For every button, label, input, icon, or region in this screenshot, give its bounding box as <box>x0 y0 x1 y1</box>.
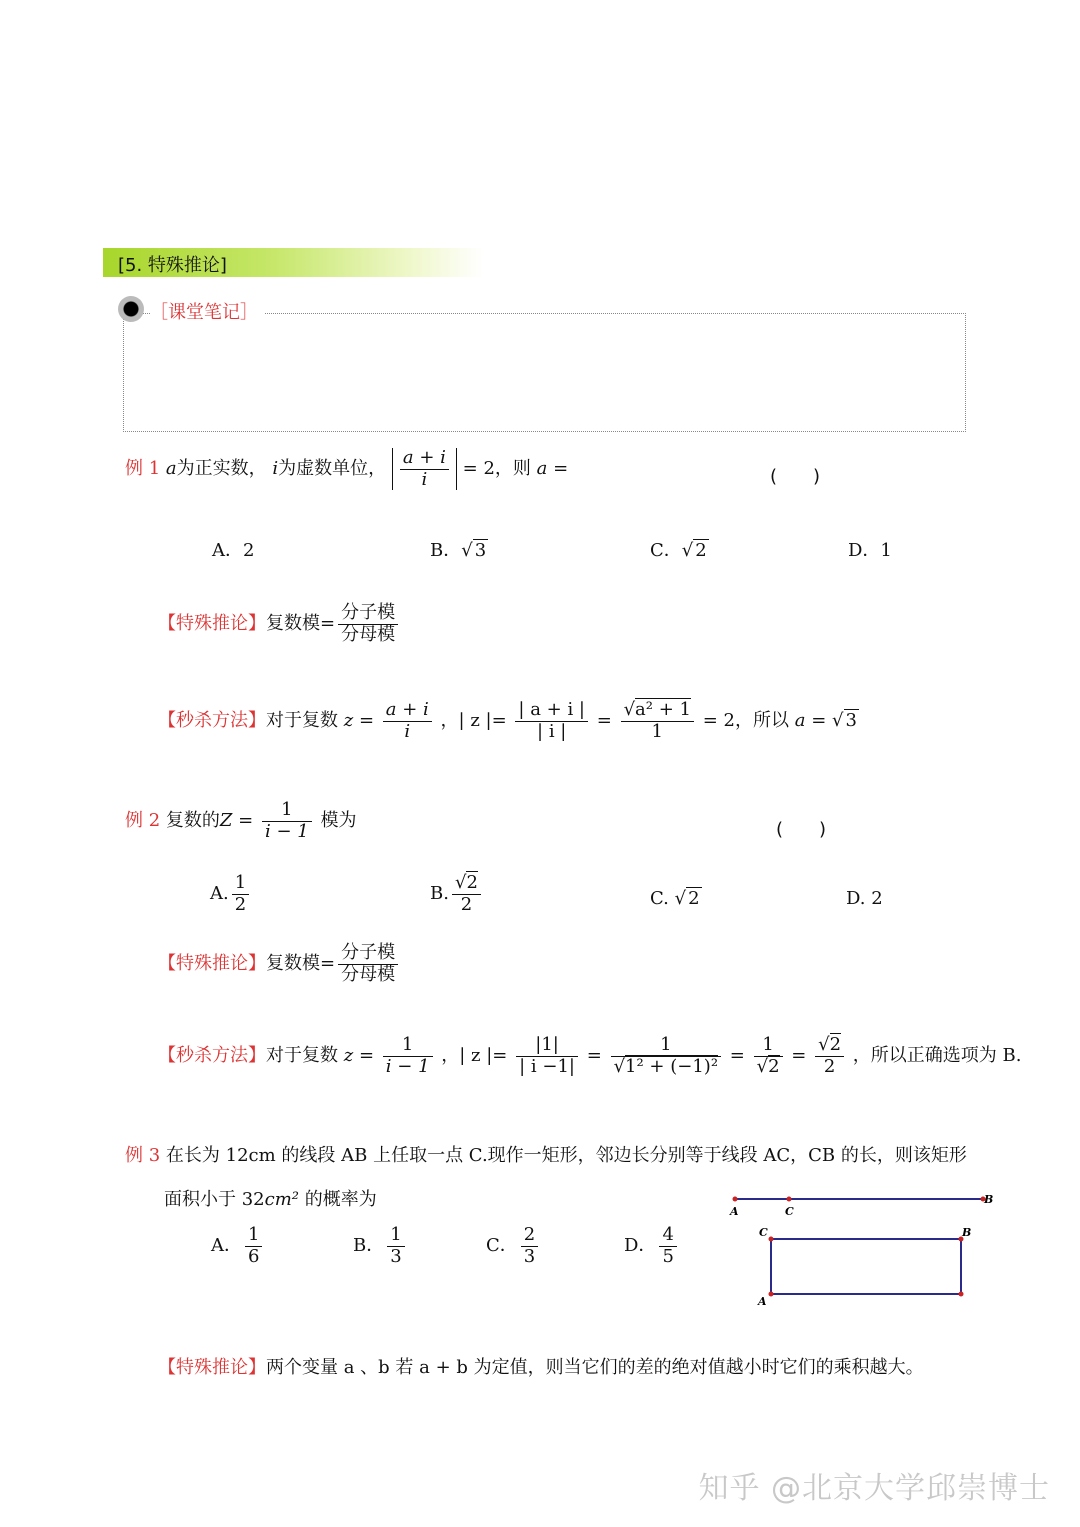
ex3-option-d-frac <box>659 1225 676 1267</box>
ex2-trick-frac5 <box>815 1035 844 1077</box>
ex2-trick-end: ，所以正确选项为 B. <box>852 1045 1022 1067</box>
ex1-trick-a: a <box>794 710 806 732</box>
label-c1: C <box>785 1205 794 1218</box>
ex3-option-c-num: 2 <box>521 1225 538 1247</box>
ex1-frac-num: a + i <box>400 448 449 470</box>
label-b1: B <box>984 1193 994 1206</box>
ex3-option-d <box>624 1225 680 1267</box>
ex1-eq2: = <box>553 458 569 480</box>
ex1-tip <box>158 603 401 645</box>
ex2-trick-den3-wrap: √1² + (−1)² <box>613 1055 719 1077</box>
ex1-text2: 为虚数单位， <box>278 458 387 480</box>
ex3-option-c-den: 3 <box>523 1245 536 1267</box>
notes-box <box>123 313 966 432</box>
ex2-trick-num2: |1| <box>516 1035 578 1057</box>
ex3-tip-text: 两个变量 a 、b 若 a + b 为定值，则当它们的差的绝对值越小时它们的乘积越大。 <box>266 1357 924 1378</box>
section-title: [5. 特殊推论] <box>118 255 227 276</box>
ex1-option-c-label: C． <box>650 540 682 561</box>
ex1-trick-num2: | a + i | <box>515 700 588 722</box>
ex1-question <box>125 448 568 490</box>
ex3-figure <box>720 1185 1010 1315</box>
ex2-trick-den4: 2 <box>768 1055 780 1077</box>
ex2-trick-eq: = <box>358 1045 375 1067</box>
ex3-question-line1 <box>125 1141 967 1167</box>
ex1-option-d: D．1 <box>848 540 892 561</box>
ex1-trick <box>158 700 859 742</box>
ex3-option-b-den: 3 <box>390 1245 402 1267</box>
point-a1 <box>733 1197 738 1202</box>
ex1-label: 例 1 <box>125 458 161 480</box>
ex2-trick-text: 对于复数 <box>266 1045 338 1067</box>
ex1-trick-eq2: = <box>596 710 612 732</box>
watermark: 知乎 @北京大学邱崇博士 <box>698 1471 1050 1506</box>
ex2-option-c-label: C. <box>650 888 669 909</box>
ex2-option-c-sqrt: √ 2 <box>674 888 700 909</box>
ex1-frac-den: i <box>421 468 428 490</box>
ex2-trick <box>158 1035 1021 1077</box>
ex2-trick-z: z <box>343 1045 354 1067</box>
ex2-option-b-num: 2 <box>466 872 478 893</box>
ex3-text2a: 面积小于 32 <box>164 1189 265 1210</box>
ex2-trick-eq2: = <box>586 1045 602 1067</box>
ex2-trick-den2: | i −1| <box>519 1055 575 1077</box>
ex2-trick-num5: 2 <box>829 1034 842 1055</box>
ex2-tip-frac <box>338 943 398 985</box>
ex2-option-b-num-wrap: √2 <box>452 873 481 895</box>
ex1-trick-den1: i <box>404 720 411 742</box>
ex2-trick-den4-wrap: √2 <box>756 1055 780 1077</box>
label-b2: B <box>962 1226 972 1239</box>
ex1-answer-paren: ( ) <box>770 466 821 487</box>
ex2-tip <box>158 943 401 985</box>
ex2-trick-frac4 <box>754 1035 783 1077</box>
ex1-trick-eq: = <box>358 710 375 732</box>
ex2-trick-den3: 1² + (−1)² <box>625 1055 719 1077</box>
ex2-trick-frac1 <box>383 1035 433 1077</box>
ex2-trick-num3: 1 <box>611 1035 721 1057</box>
ex1-option-c-rad: 2 <box>695 540 707 561</box>
ex2-tip-den: 分母模 <box>341 963 396 985</box>
ex1-tip-num: 分子模 <box>338 603 398 625</box>
ex2-option-a-frac <box>232 873 249 915</box>
ex2-tip-text: 复数模= <box>266 953 336 975</box>
label-a2: A <box>758 1295 767 1308</box>
ex2-text2: 模为 <box>320 810 357 832</box>
ex2-trick-num1: 1 <box>383 1035 433 1057</box>
ex3-option-a-den: 6 <box>248 1245 260 1267</box>
ex2-option-b-label: B. <box>430 883 449 905</box>
ex3-option-c <box>486 1225 541 1267</box>
ex3-option-c-frac <box>521 1225 538 1267</box>
ex1-option-a: A．2 <box>212 540 255 561</box>
ex1-trick-den3: 1 <box>651 720 663 742</box>
ex1-tip-label: 【特殊推论】 <box>158 613 266 635</box>
bullet-icon <box>118 296 144 322</box>
ex3-tip-label: 【特殊推论】 <box>158 1357 266 1378</box>
ex2-trick-num5-wrap: √2 <box>815 1035 844 1057</box>
ex1-trick-end: = 2，所以 <box>702 710 789 732</box>
ex3-unit: cm² <box>264 1189 300 1210</box>
ex2-trick-frac3 <box>611 1035 721 1077</box>
ex2-frac-num: 1 <box>262 800 312 822</box>
ex2-trick-eq3: = <box>729 1045 745 1067</box>
ex1-trick-end2: = <box>811 710 827 732</box>
ex3-option-a-frac <box>245 1225 262 1267</box>
ex1-eq: = 2，则 <box>462 458 531 480</box>
ex1-var-a: a <box>165 458 177 480</box>
ex1-option-c-sqrt: √ 2 <box>681 540 707 561</box>
ex1-var-a2: a <box>536 458 548 480</box>
ex3-option-b-num: 1 <box>387 1225 404 1247</box>
ex2-option-b-frac <box>452 873 481 915</box>
ex1-trick-z: z <box>343 710 354 732</box>
label-a1: A <box>730 1205 739 1218</box>
point-d2 <box>959 1292 964 1297</box>
ex1-tip-frac <box>338 603 398 645</box>
ex2-option-a-label: A. <box>210 883 229 905</box>
ex2-tip-label: 【特殊推论】 <box>158 953 266 975</box>
ex1-option-c <box>650 536 709 562</box>
ex2-option-a-num: 1 <box>232 873 249 895</box>
point-c1 <box>787 1197 792 1202</box>
ex1-trick-den2: | i | <box>537 720 567 742</box>
ex2-option-d: D. 2 <box>846 888 883 909</box>
ex3-option-b-frac <box>387 1225 404 1267</box>
ex1-fraction <box>400 448 449 490</box>
ex2-option-c-rad: 2 <box>688 888 700 909</box>
ex2-option-a <box>210 873 252 915</box>
ex1-trick-sqrt: √ 3 <box>832 710 857 732</box>
ex1-option-b-rad: 3 <box>474 540 487 561</box>
ex3-option-a-num: 1 <box>245 1225 262 1247</box>
ex2-fraction <box>262 800 312 842</box>
ex3-option-a <box>211 1225 265 1267</box>
ex2-trick-den5: 2 <box>823 1055 836 1077</box>
ex3-option-c-label: C． <box>486 1235 518 1257</box>
ex1-option-b-sqrt: √ 3 <box>461 540 487 561</box>
ex1-trick-rad: 3 <box>845 710 857 732</box>
ex3-option-d-den: 5 <box>662 1245 674 1267</box>
ex3-option-a-label: A． <box>211 1235 242 1257</box>
ex1-trick-label: 【秒杀方法】 <box>158 710 266 732</box>
ex2-question <box>125 800 356 842</box>
ex1-trick-frac1 <box>383 700 432 742</box>
ex3-option-b-label: B． <box>353 1235 385 1257</box>
ex2-tip-num: 分子模 <box>338 943 398 965</box>
ex3-option-d-num: 4 <box>659 1225 676 1247</box>
ex1-option-b <box>430 536 488 562</box>
ex2-eq: = <box>238 810 254 832</box>
ex2-option-b <box>430 873 484 915</box>
ex3-label: 例 3 <box>125 1145 161 1166</box>
ex3-option-b <box>353 1225 408 1267</box>
ex2-label: 例 2 <box>125 810 161 832</box>
label-c2: C <box>759 1226 768 1239</box>
ex2-trick-label: 【秒杀方法】 <box>158 1045 266 1067</box>
ex1-option-b-label: B． <box>430 540 462 561</box>
ex2-text1: 复数的 <box>165 810 220 832</box>
ex1-trick-frac3 <box>621 700 694 742</box>
ex1-tip-den: 分母模 <box>341 623 396 645</box>
ex2-var-z: Z <box>219 810 233 832</box>
ex2-option-c <box>650 888 702 909</box>
ex2-trick-frac2 <box>516 1035 578 1077</box>
ex1-abs <box>392 448 457 490</box>
ex3-option-d-label: D． <box>624 1235 657 1257</box>
ex3-tip <box>158 1353 924 1379</box>
ex3-question-line2 <box>164 1185 377 1211</box>
rectangle <box>771 1239 961 1294</box>
ex2-trick-den1: i − 1 <box>385 1055 430 1077</box>
ex1-tip-text: 复数模= <box>266 613 336 635</box>
ex1-trick-num1: a + i <box>383 700 432 722</box>
ex2-trick-mid: ，| z |= <box>441 1045 508 1067</box>
ex1-trick-text: 对于复数 <box>266 710 338 732</box>
ex1-trick-num3-wrap: √a² + 1 <box>621 700 694 722</box>
ex2-option-b-den: 2 <box>460 893 473 915</box>
point-a2 <box>769 1292 774 1297</box>
ex2-trick-eq4: = <box>791 1045 807 1067</box>
notes-title: ［课堂笔记］ <box>150 298 264 324</box>
ex1-trick-mid: ，| z |= <box>440 710 507 732</box>
ex3-text2b: 的概率为 <box>304 1189 377 1210</box>
ex2-option-a-den: 2 <box>234 893 247 915</box>
point-c2 <box>769 1237 774 1242</box>
ex2-frac-den: i − 1 <box>265 820 309 842</box>
ex1-text1: 为正实数， <box>176 458 267 480</box>
ex3-text1: 在长为 12cm 的线段 AB 上任取一点 C.现作一矩形，邻边长分别等于线段 AC，CB 的长，则该矩形 <box>165 1145 967 1166</box>
ex1-var-i: i <box>272 458 279 480</box>
ex1-trick-num3: a² + 1 <box>635 699 691 720</box>
ex2-trick-num4: 1 <box>754 1035 783 1057</box>
ex1-trick-frac2 <box>515 700 588 742</box>
ex2-answer-paren: ( ) <box>776 819 827 840</box>
